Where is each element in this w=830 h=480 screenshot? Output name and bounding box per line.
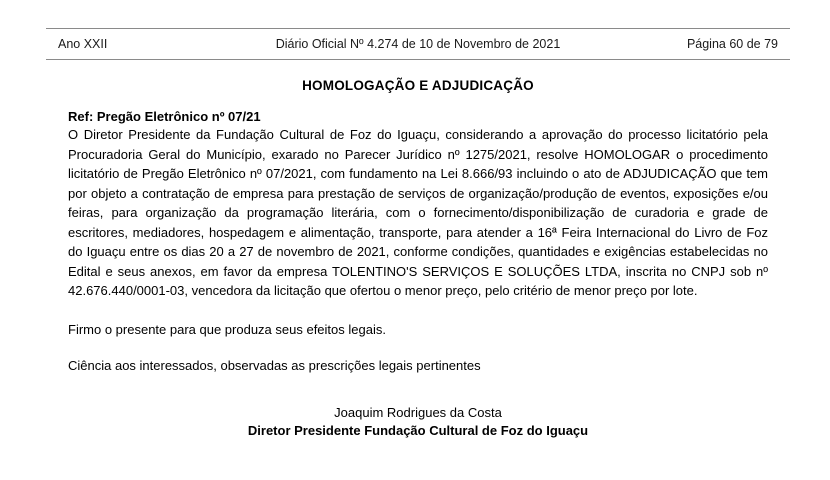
signature-name: Joaquim Rodrigues da Costa: [334, 404, 502, 420]
paragraph-third: Ciência aos interessados, observadas as prescrições legais pertinentes: [68, 358, 481, 373]
paragraph-spacer-2: [68, 339, 768, 356]
header-year: Ano XXII: [58, 37, 108, 51]
paragraph-second: Firmo o presente para que produza seus efeitos legais.: [68, 321, 386, 337]
header-gazette-title: Diário Oficial Nº 4.274 de 10 de Novembro de 2021: [275, 37, 561, 51]
reference-line: Ref: Pregão Eletrônico nº 07/21: [68, 109, 261, 124]
header-page-number: Página 60 de 79: [686, 37, 778, 51]
page-title: HOMOLOGAÇÃO E ADJUDICAÇÃO: [302, 78, 534, 93]
page-header: [46, 28, 790, 60]
paragraph-main: O Diretor Presidente da Fundação Cultural de Foz do Iguaçu, considerando a aprovação do processo licitatório pela Procuradoria Geral do Município, exarado no Parecer Jurídico nº 1275/2021, resolve HOMOLOGAR o procedimento licitatório de Pregão Eletrônico nº 07/2021, com fundamento na Lei 8.666/93 incluindo o ato de ADJUDICAÇÃO que tem por objeto a contratação de empresa para prestação de serviços de organização/produção de eventos, exposições e/ou feiras, para organização da programação literária, com o fornecimento/disponibilização de curadoria e grade de escritores, mediadores, hospedagem e alimentação, transporte, para atender a 16ª Feira Internacional do Livro de Foz do Iguaçu entre os dias 20 a 27 de novembro de 2021, conforme condições, quantidades e exigências estabelecidas no Edital e seus anexos, em favor da empresa TOLENTINO'S SERVIÇOS E SOLUÇÕES LTDA, inscrita no CNPJ sob nº 42.676.440/0001-03, vencedora da licitação que ofertou o menor preço, pelo critério de menor preço por lote.: [68, 127, 768, 298]
header-row: [46, 29, 790, 59]
signature-role: Diretor Presidente Fundação Cultural de Foz do Iguaçu: [247, 422, 589, 438]
header-divider-bottom: [46, 59, 790, 60]
signature-block: [68, 404, 768, 440]
paragraph-spacer-1: [68, 301, 768, 320]
document-body: [68, 78, 768, 440]
